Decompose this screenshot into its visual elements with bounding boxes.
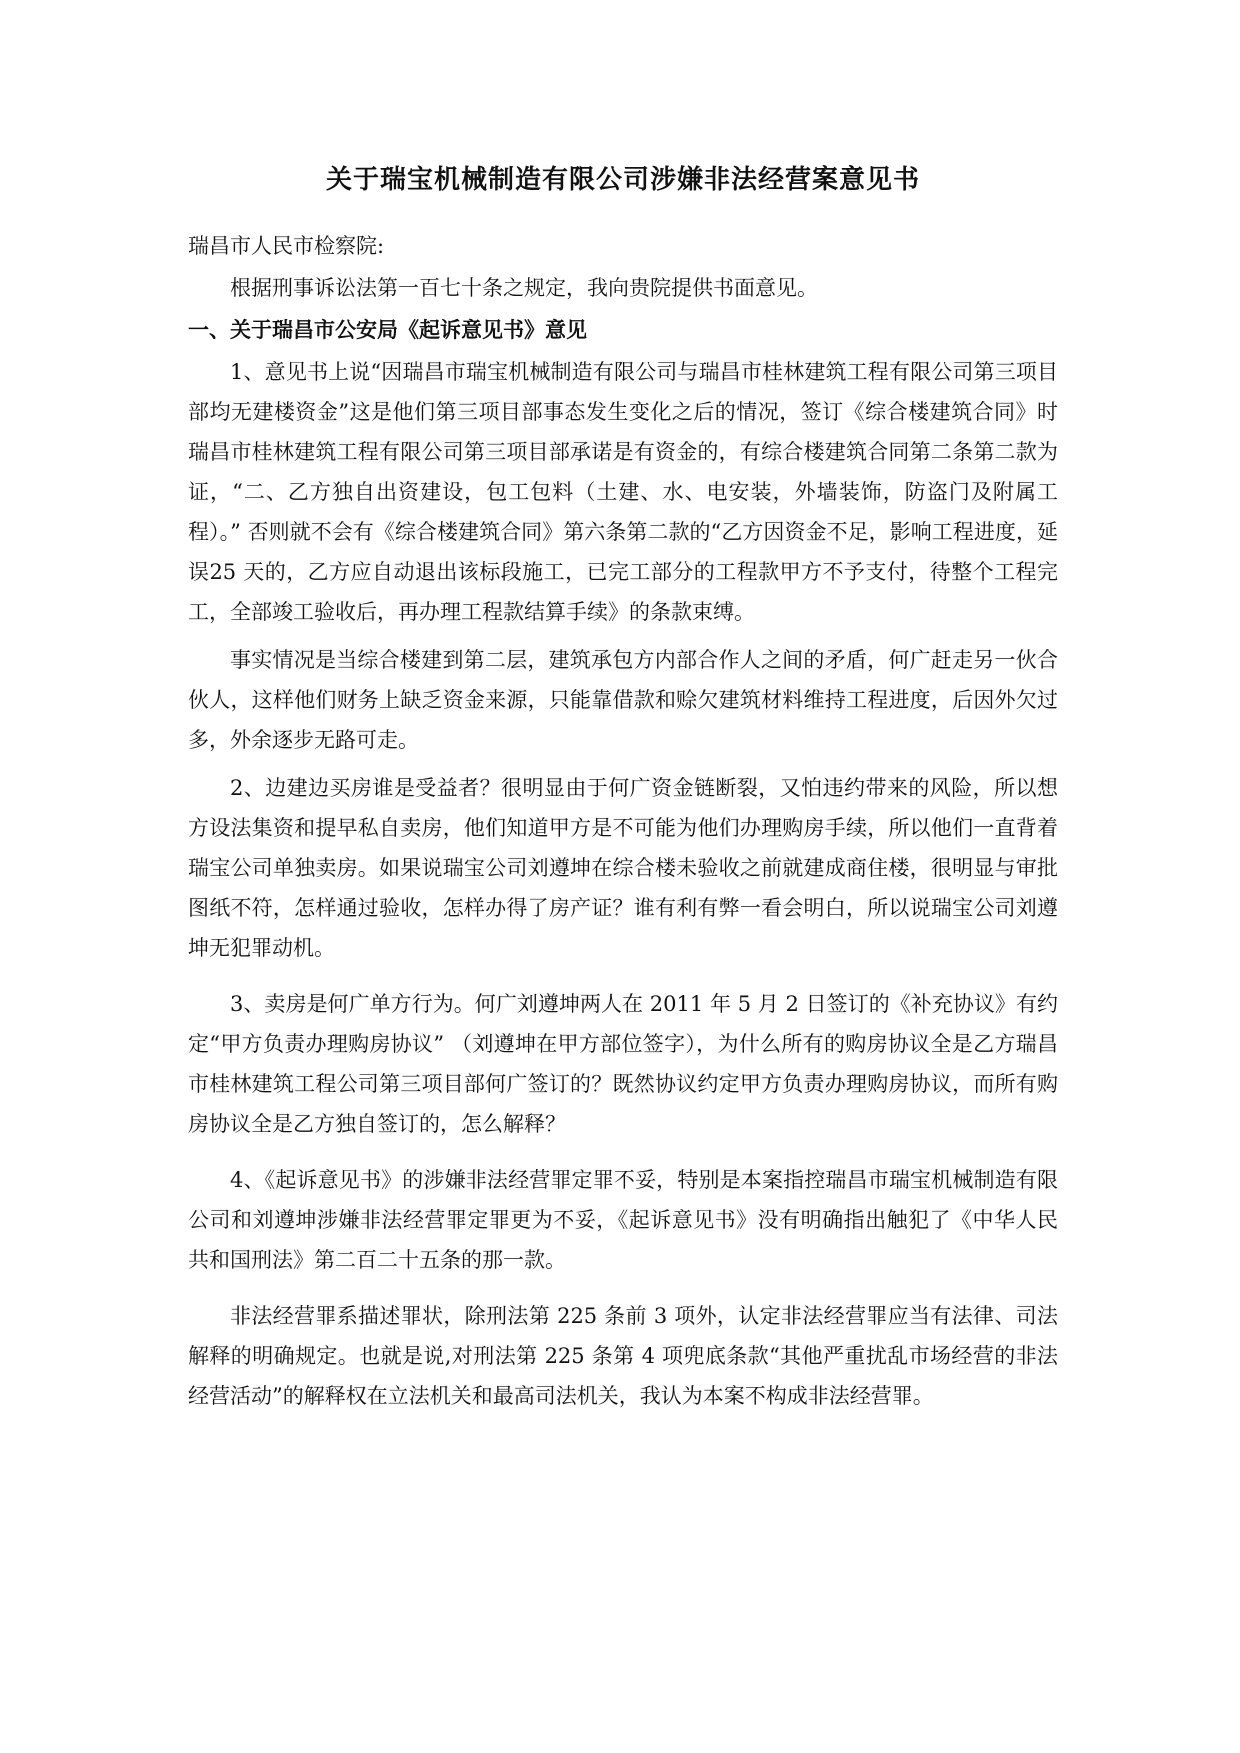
paragraph-point-1: 1、意见书上说“因瑞昌市瑞宝机械制造有限公司与瑞昌市桂林建筑工程有限公司第三项目部均无建楼资金”这是他们第三项目部事态发生变化之后的情况，签订《综合楼建筑合同》时瑞昌市桂林建筑工程有限公司第三项目部承诺是有资金的，有综合楼建筑合同第二条第二款为证，“二、乙方独自出资建设，包工包料（土建、水、电安装，外墙装饰，防盗门及附属工程）。” 否则就不会有《综合楼建筑合同》第六条第二款的“乙方因资金不足，影响工程进度，延误25 天的，乙方应自动退出该标段施工，已完工部分的工程款甲方不予支付，待整个工程完工，全部竣工验收后，再办理工程款结算手续》的条款束缚。: [188, 360, 1058, 624]
paragraph-conclusion: 非法经营罪系描述罪状，除刑法第 225 条前 3 项外，认定非法经营罪应当有法律、司法解释的明确规定。也就是说,对刑法第 225 条第 4 项兜底条款“其他严重扰乱市场经营的非法经营活动”的解释权在立法机关和最高司法机关，我认为本案不构成非法经营罪。: [188, 1304, 1058, 1408]
document-page: [188, 160, 1058, 1416]
addressee: 瑞昌市人民市检察院:: [188, 234, 385, 258]
paragraph-point-3: 3、卖房是何广单方行为。何广刘遵坤两人在 2011 年 5 月 2 日签订的《补充协议》有约定“甲方负责办理购房协议” （刘遵坤在甲方部位签字），为什么所有的购房协议全是乙方瑞昌市桂林建筑工程公司第三项目部何广签订的？既然协议约定甲方负责办理购房协议，而所有购房协议全是乙方独自签订的，怎么解释？: [188, 992, 1058, 1136]
document-title: 关于瑞宝机械制造有限公司涉嫌非法经营案意见书: [325, 165, 920, 195]
section-heading: 一、关于瑞昌市公安局《起诉意见书》意见: [188, 317, 587, 342]
paragraph-facts: 事实情况是当综合楼建到第二层，建筑承包方内部合作人之间的矛盾，何广赶走另一伙合伙人，这样他们财务上缺乏资金来源，只能靠借款和赊欠建筑材料维持工程进度，后因外欠过多，外余逐步无路可走。: [188, 648, 1058, 752]
intro-paragraph: 根据刑事诉讼法第一百七十条之规定，我向贵院提供书面意见。: [230, 276, 818, 300]
paragraph-point-2: 2、边建边买房谁是受益者？很明显由于何广资金链断裂，又怕违约带来的风险，所以想方设法集资和提早私自卖房，他们知道甲方是不可能为他们办理购房手续，所以他们一直背着瑞宝公司单独卖房。如果说瑞宝公司刘遵坤在综合楼未验收之前就建成商住楼，很明显与审批图纸不符，怎样通过验收，怎样办得了房产证？谁有利有弊一看会明白，所以说瑞宝公司刘遵坤无犯罪动机。: [188, 776, 1058, 960]
paragraph-point-4: 4、《起诉意见书》的涉嫌非法经营罪定罪不妥，特别是本案指控瑞昌市瑞宝机械制造有限公司和刘遵坤涉嫌非法经营罪定罪更为不妥，《起诉意见书》没有明确指出触犯了《中华人民共和国刑法》第二百二十五条的那一款。: [188, 1168, 1058, 1272]
